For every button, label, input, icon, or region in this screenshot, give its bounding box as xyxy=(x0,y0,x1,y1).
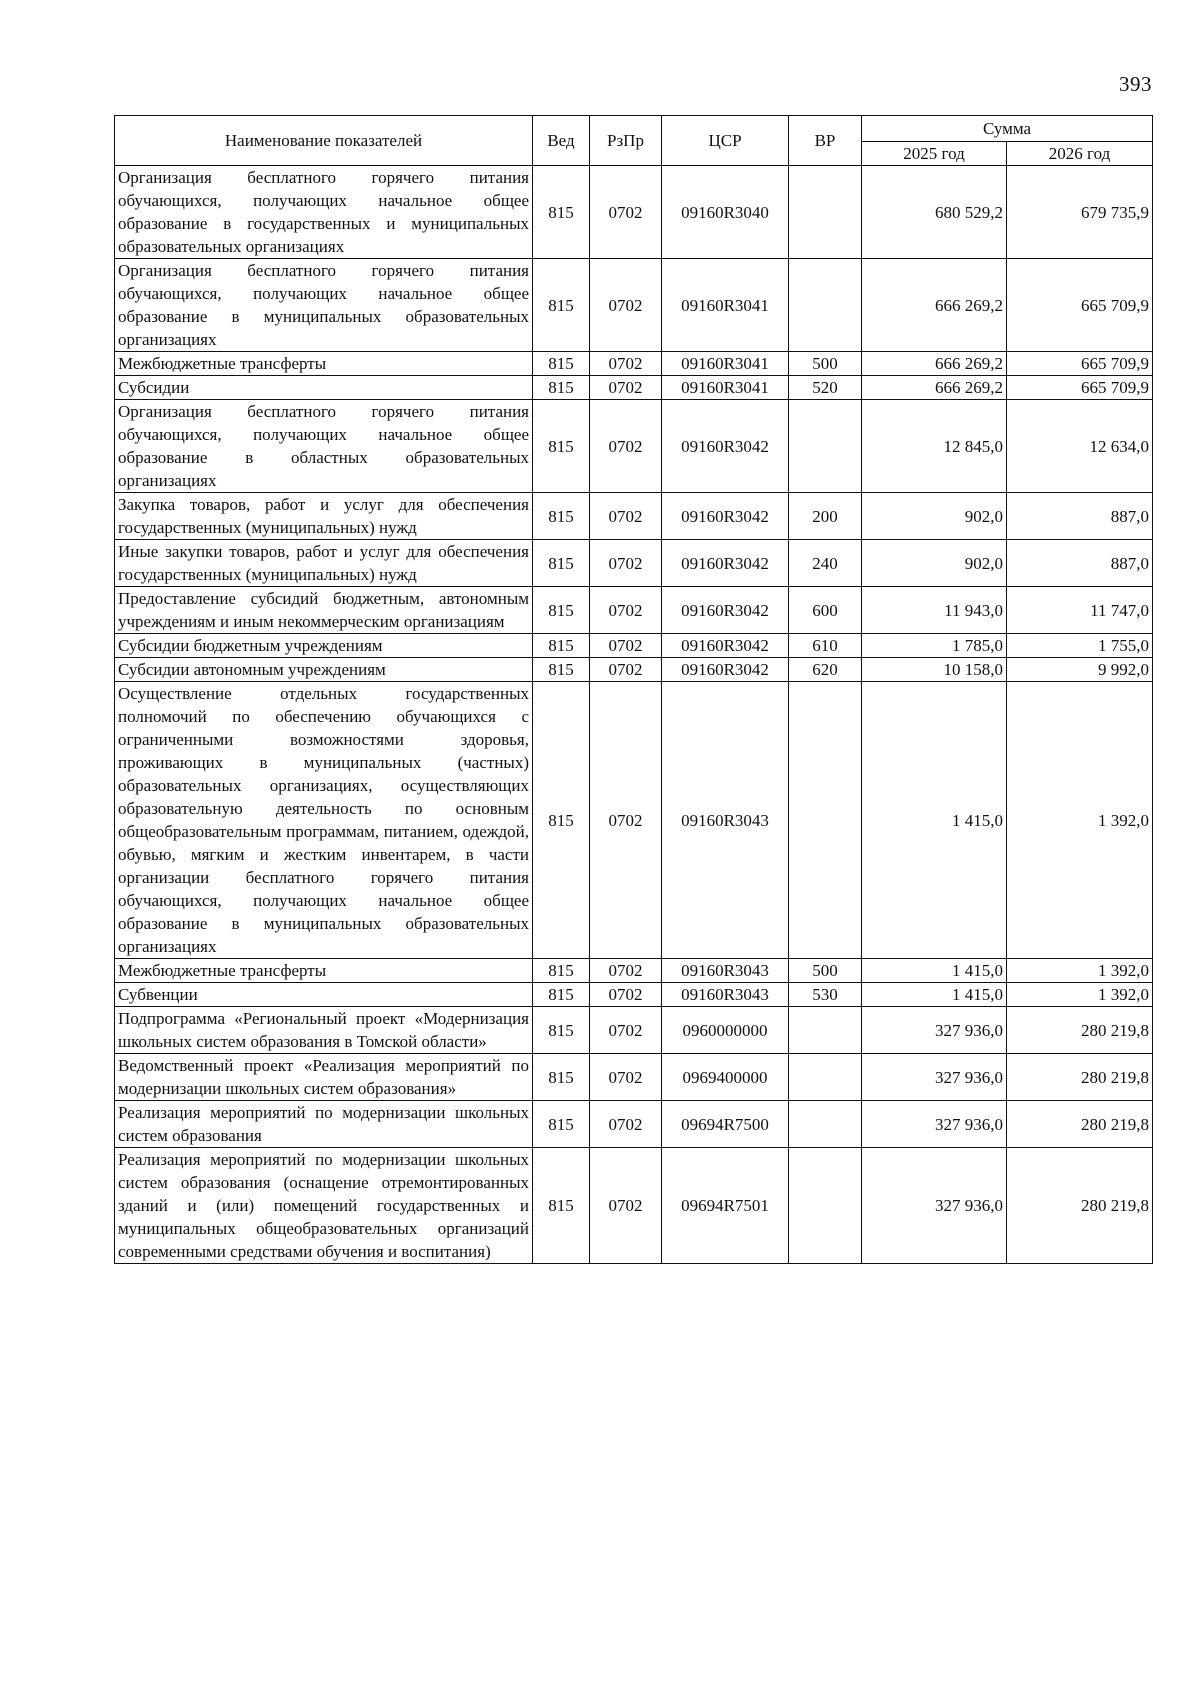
cell-2025: 666 269,2 xyxy=(862,259,1007,352)
cell-ved: 815 xyxy=(533,1054,590,1101)
cell-2025: 327 936,0 xyxy=(862,1101,1007,1148)
page-number: 393 xyxy=(1119,72,1152,96)
table-row xyxy=(115,587,1153,634)
table-body xyxy=(115,166,1153,1264)
cell-vr: 610 xyxy=(789,634,862,658)
cell-ved: 815 xyxy=(533,493,590,540)
cell-ved: 815 xyxy=(533,634,590,658)
cell-vr: 530 xyxy=(789,983,862,1007)
cell-ved: 815 xyxy=(533,1148,590,1264)
cell-rzpr: 0702 xyxy=(590,352,662,376)
cell-vr xyxy=(789,682,862,959)
cell-ved: 815 xyxy=(533,540,590,587)
cell-vr: 600 xyxy=(789,587,862,634)
cell-ved: 815 xyxy=(533,587,590,634)
cell-vr: 520 xyxy=(789,376,862,400)
header-year-2025: 2025 год xyxy=(862,142,1007,166)
cell-rzpr: 0702 xyxy=(590,1148,662,1264)
cell-rzpr: 0702 xyxy=(590,400,662,493)
cell-name: Реализация мероприятий по модернизации школьных систем образования xyxy=(115,1101,533,1148)
cell-2025: 1 415,0 xyxy=(862,983,1007,1007)
cell-rzpr: 0702 xyxy=(590,983,662,1007)
cell-2026: 12 634,0 xyxy=(1007,400,1153,493)
cell-2026: 9 992,0 xyxy=(1007,658,1153,682)
cell-csr: 09694R7501 xyxy=(662,1148,789,1264)
cell-2025: 902,0 xyxy=(862,493,1007,540)
cell-rzpr: 0702 xyxy=(590,1054,662,1101)
cell-rzpr: 0702 xyxy=(590,376,662,400)
cell-rzpr: 0702 xyxy=(590,1101,662,1148)
cell-2025: 327 936,0 xyxy=(862,1054,1007,1101)
cell-name: Организация бесплатного горячего питания обучающихся, получающих начальное общее образование в областных образовательных организациях xyxy=(115,400,533,493)
cell-2025: 666 269,2 xyxy=(862,376,1007,400)
cell-2026: 887,0 xyxy=(1007,493,1153,540)
cell-ved: 815 xyxy=(533,259,590,352)
cell-2026: 665 709,9 xyxy=(1007,376,1153,400)
table-row xyxy=(115,259,1153,352)
header-vr: ВР xyxy=(789,116,862,166)
cell-rzpr: 0702 xyxy=(590,959,662,983)
table-row xyxy=(115,493,1153,540)
table-row xyxy=(115,634,1153,658)
cell-2025: 327 936,0 xyxy=(862,1007,1007,1054)
cell-csr: 09160R3042 xyxy=(662,634,789,658)
budget-table xyxy=(114,115,1153,1264)
table-row xyxy=(115,376,1153,400)
header-rzpr: РзПр xyxy=(590,116,662,166)
cell-ved: 815 xyxy=(533,658,590,682)
cell-csr: 09160R3041 xyxy=(662,376,789,400)
cell-rzpr: 0702 xyxy=(590,682,662,959)
cell-vr: 500 xyxy=(789,352,862,376)
cell-name: Ведомственный проект «Реализация мероприятий по модернизации школьных систем образования» xyxy=(115,1054,533,1101)
cell-2025: 1 415,0 xyxy=(862,682,1007,959)
cell-vr xyxy=(789,1054,862,1101)
cell-2026: 1 755,0 xyxy=(1007,634,1153,658)
cell-name: Предоставление субсидий бюджетным, автономным учреждениям и иным некоммерческим организациям xyxy=(115,587,533,634)
cell-csr: 09160R3042 xyxy=(662,493,789,540)
cell-name: Подпрограмма «Региональный проект «Модернизация школьных систем образования в Томской области» xyxy=(115,1007,533,1054)
cell-rzpr: 0702 xyxy=(590,493,662,540)
table-row xyxy=(115,658,1153,682)
header-name: Наименование показателей xyxy=(115,116,533,166)
cell-2026: 1 392,0 xyxy=(1007,983,1153,1007)
table-row xyxy=(115,1148,1153,1264)
cell-name: Межбюджетные трансферты xyxy=(115,352,533,376)
cell-csr: 09694R7500 xyxy=(662,1101,789,1148)
cell-rzpr: 0702 xyxy=(590,1007,662,1054)
cell-name: Субсидии автономным учреждениям xyxy=(115,658,533,682)
cell-rzpr: 0702 xyxy=(590,540,662,587)
table-row xyxy=(115,1007,1153,1054)
cell-rzpr: 0702 xyxy=(590,259,662,352)
cell-rzpr: 0702 xyxy=(590,587,662,634)
cell-2025: 11 943,0 xyxy=(862,587,1007,634)
cell-2026: 1 392,0 xyxy=(1007,682,1153,959)
cell-vr xyxy=(789,1148,862,1264)
cell-name: Закупка товаров, работ и услуг для обеспечения государственных (муниципальных) нужд xyxy=(115,493,533,540)
cell-name: Осуществление отдельных государственных полномочий по обеспечению обучающихся с ограниченными возможностями здоровья, проживающих в муниципальных (частных) образовательных организациях, осуществляющих образовательную деятельность по основным общеобразовательным программам, питанием, одеждой, обувью, мягким и жестким инвентарем, в части организации бесплатного горячего питания обучающихся, получающих начальное общее образование в муниципальных образовательных организациях xyxy=(115,682,533,959)
cell-2025: 327 936,0 xyxy=(862,1148,1007,1264)
table-row xyxy=(115,1101,1153,1148)
cell-ved: 815 xyxy=(533,376,590,400)
cell-vr xyxy=(789,1101,862,1148)
cell-name: Организация бесплатного горячего питания обучающихся, получающих начальное общее образование в государственных и муниципальных образовательных организациях xyxy=(115,166,533,259)
cell-ved: 815 xyxy=(533,352,590,376)
cell-2025: 680 529,2 xyxy=(862,166,1007,259)
cell-csr: 09160R3043 xyxy=(662,983,789,1007)
cell-vr: 200 xyxy=(789,493,862,540)
cell-vr xyxy=(789,400,862,493)
cell-ved: 815 xyxy=(533,1101,590,1148)
cell-2025: 10 158,0 xyxy=(862,658,1007,682)
cell-vr xyxy=(789,166,862,259)
cell-vr: 620 xyxy=(789,658,862,682)
header-ved: Вед xyxy=(533,116,590,166)
cell-vr: 500 xyxy=(789,959,862,983)
cell-name: Организация бесплатного горячего питания обучающихся, получающих начальное общее образование в муниципальных образовательных организациях xyxy=(115,259,533,352)
cell-2025: 12 845,0 xyxy=(862,400,1007,493)
cell-rzpr: 0702 xyxy=(590,634,662,658)
cell-vr xyxy=(789,259,862,352)
header-sum: Сумма xyxy=(862,116,1153,142)
cell-csr: 09160R3042 xyxy=(662,587,789,634)
cell-name: Реализация мероприятий по модернизации школьных систем образования (оснащение отремонтированных зданий и (или) помещений государственных и муниципальных общеобразовательных организаций современными средствами обучения и воспитания) xyxy=(115,1148,533,1264)
cell-2026: 280 219,8 xyxy=(1007,1007,1153,1054)
header-year-2026: 2026 год xyxy=(1007,142,1153,166)
table-row xyxy=(115,540,1153,587)
table-row xyxy=(115,400,1153,493)
cell-ved: 815 xyxy=(533,983,590,1007)
cell-name: Иные закупки товаров, работ и услуг для обеспечения государственных (муниципальных) нужд xyxy=(115,540,533,587)
cell-csr: 09160R3042 xyxy=(662,400,789,493)
cell-name: Межбюджетные трансферты xyxy=(115,959,533,983)
cell-2026: 665 709,9 xyxy=(1007,352,1153,376)
table-row xyxy=(115,682,1153,959)
cell-name: Субсидии xyxy=(115,376,533,400)
header-csr: ЦСР xyxy=(662,116,789,166)
cell-csr: 0969400000 xyxy=(662,1054,789,1101)
table-row xyxy=(115,352,1153,376)
cell-2025: 1 415,0 xyxy=(862,959,1007,983)
cell-csr: 09160R3043 xyxy=(662,959,789,983)
cell-name: Субсидии бюджетным учреждениям xyxy=(115,634,533,658)
cell-csr: 09160R3042 xyxy=(662,658,789,682)
cell-2026: 1 392,0 xyxy=(1007,959,1153,983)
cell-2026: 11 747,0 xyxy=(1007,587,1153,634)
cell-vr: 240 xyxy=(789,540,862,587)
cell-rzpr: 0702 xyxy=(590,658,662,682)
cell-2025: 1 785,0 xyxy=(862,634,1007,658)
cell-2026: 887,0 xyxy=(1007,540,1153,587)
cell-csr: 0960000000 xyxy=(662,1007,789,1054)
table-row xyxy=(115,959,1153,983)
cell-csr: 09160R3043 xyxy=(662,682,789,959)
cell-csr: 09160R3040 xyxy=(662,166,789,259)
table-row xyxy=(115,983,1153,1007)
cell-rzpr: 0702 xyxy=(590,166,662,259)
table-row xyxy=(115,166,1153,259)
cell-2026: 280 219,8 xyxy=(1007,1054,1153,1101)
cell-2026: 679 735,9 xyxy=(1007,166,1153,259)
cell-2026: 280 219,8 xyxy=(1007,1148,1153,1264)
cell-name: Субвенции xyxy=(115,983,533,1007)
cell-ved: 815 xyxy=(533,166,590,259)
cell-ved: 815 xyxy=(533,400,590,493)
table-row xyxy=(115,1054,1153,1101)
cell-csr: 09160R3041 xyxy=(662,352,789,376)
cell-2025: 902,0 xyxy=(862,540,1007,587)
cell-csr: 09160R3042 xyxy=(662,540,789,587)
cell-2026: 280 219,8 xyxy=(1007,1101,1153,1148)
cell-2026: 665 709,9 xyxy=(1007,259,1153,352)
cell-ved: 815 xyxy=(533,1007,590,1054)
cell-csr: 09160R3041 xyxy=(662,259,789,352)
cell-ved: 815 xyxy=(533,959,590,983)
cell-vr xyxy=(789,1007,862,1054)
cell-2025: 666 269,2 xyxy=(862,352,1007,376)
cell-ved: 815 xyxy=(533,682,590,959)
